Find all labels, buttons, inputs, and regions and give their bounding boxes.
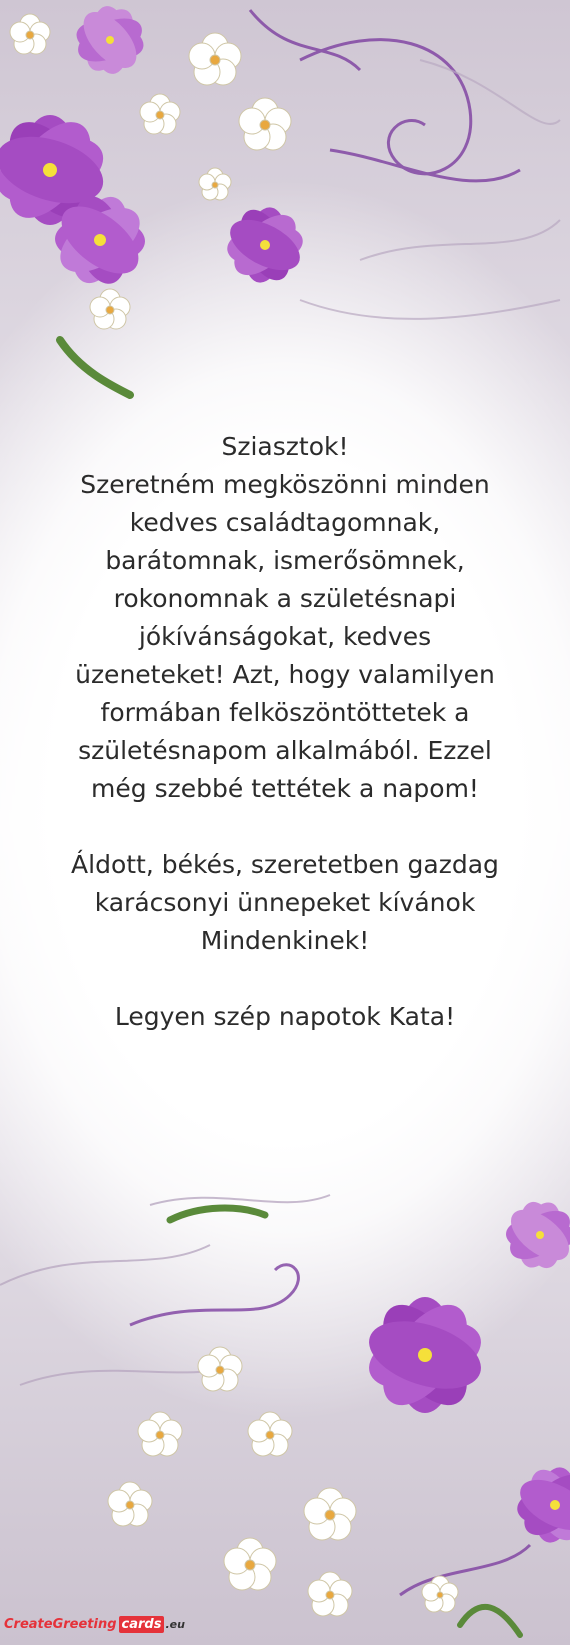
card-message — [20, 428, 550, 1036]
message-line: születésnapom alkalmából. Ezzel — [78, 736, 492, 765]
message-line: kedves családtagomnak, — [129, 508, 441, 537]
logo-text: CreateGreeting — [4, 1616, 117, 1632]
top-floral-decoration — [0, 0, 570, 420]
message-line: még szebbé tettétek a napom! — [91, 774, 479, 803]
swirl-ornament-icon — [130, 1265, 530, 1595]
swirl-ornament-icon — [250, 10, 520, 181]
greeting-heading: Sziasztok! — [221, 432, 349, 461]
closing-line: Legyen szép napotok Kata! — [114, 1002, 456, 1031]
wish-line: karácsonyi ünnepeket kívánok — [94, 888, 476, 917]
message-line: Szeretném megköszönni minden — [80, 470, 490, 499]
site-logo[interactable] — [4, 1609, 185, 1639]
gift-icon — [119, 1616, 165, 1633]
message-line: jókívánságokat, kedves — [138, 622, 432, 651]
wish-line: Áldott, békés, szeretetben gazdag — [71, 850, 499, 879]
bottom-floral-decoration — [0, 1125, 570, 1645]
message-line: formában felköszöntöttetek a — [100, 698, 470, 727]
paragraph-gap — [20, 808, 550, 846]
violet-flower-icon — [361, 1197, 570, 1548]
wish-line: Mindenkinek! — [200, 926, 370, 955]
message-line: rokonomnak a születésnapi — [113, 584, 457, 613]
paragraph-gap — [20, 960, 550, 998]
logo-domain: .eu — [165, 1617, 185, 1631]
message-line: barátomnak, ismerősömnek, — [105, 546, 465, 575]
message-line: üzeneteket! Azt, hogy valamilyen — [75, 660, 495, 689]
logo-cards-text: cards — [121, 1616, 162, 1632]
